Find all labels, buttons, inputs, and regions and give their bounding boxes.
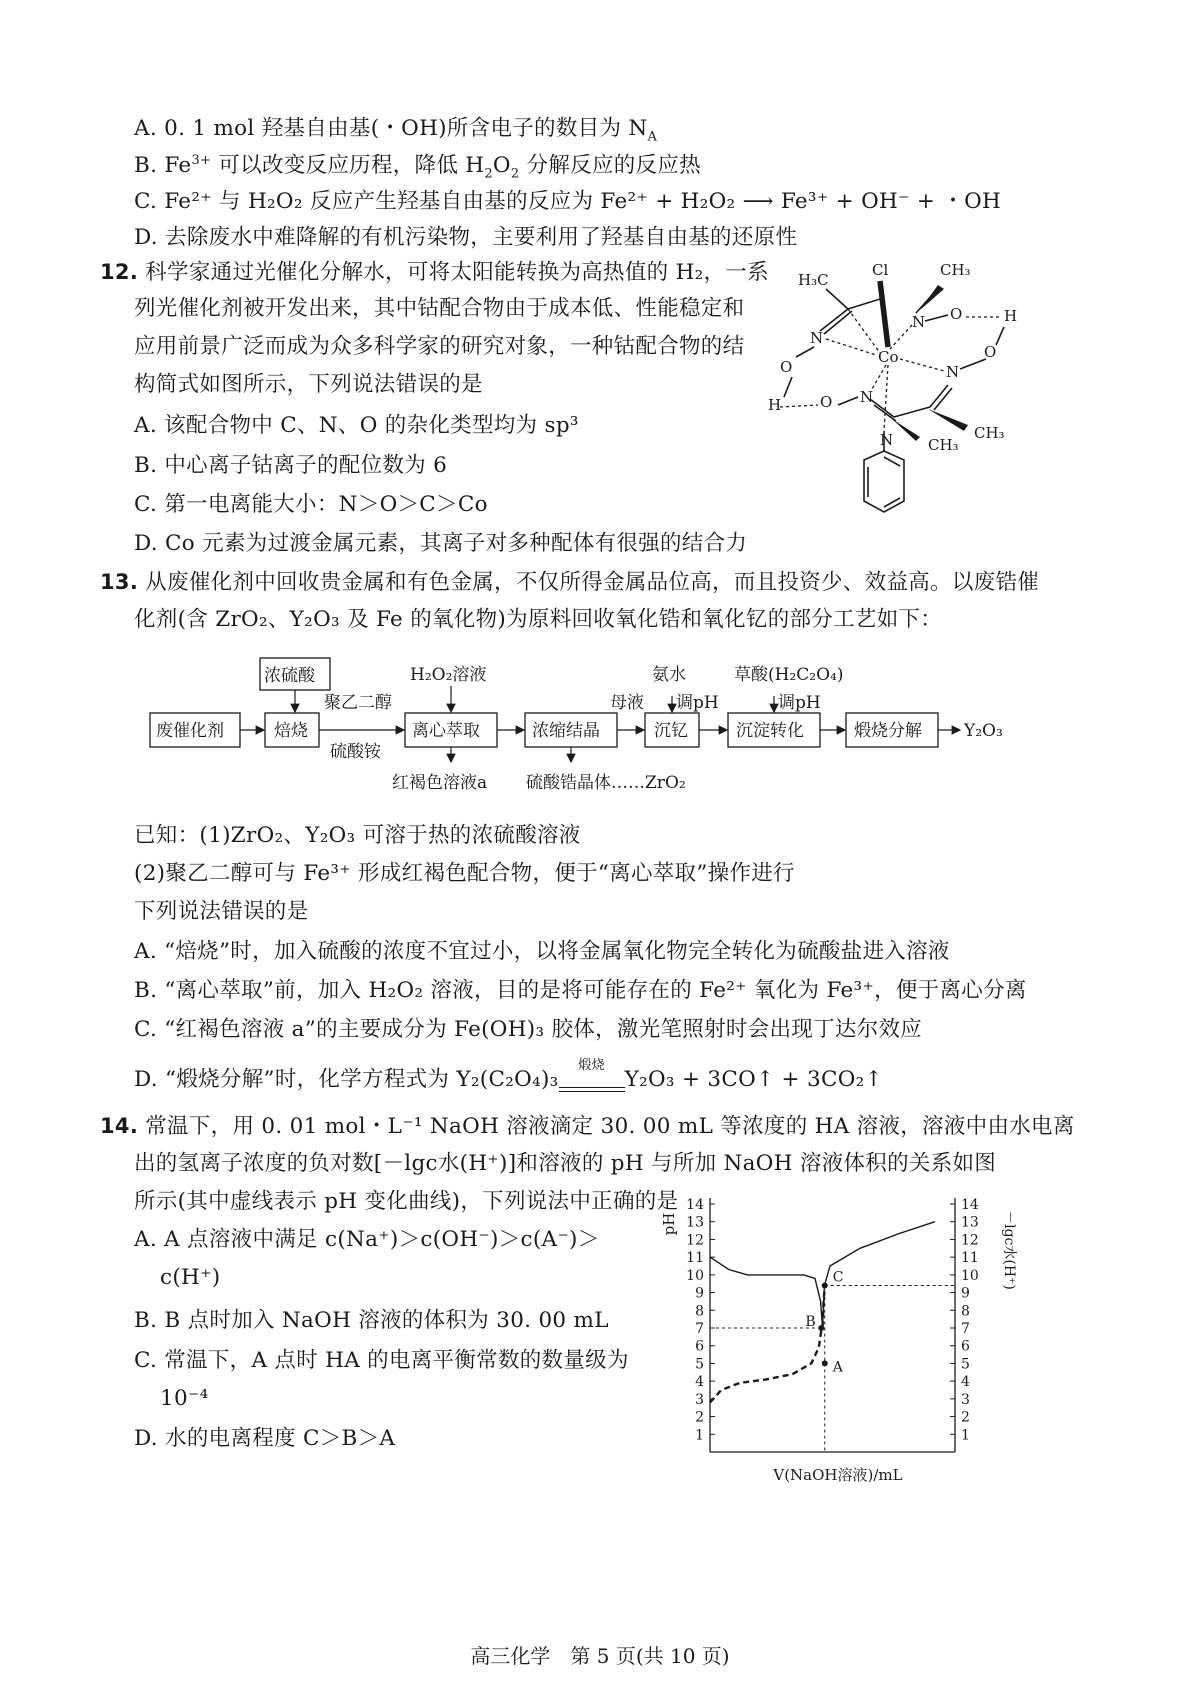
label-n4: N (860, 388, 874, 406)
flow-conc: 浓缩结晶 (532, 721, 600, 741)
label-o1: O (950, 305, 963, 323)
ylabel-left: pH (660, 1212, 678, 1236)
tick-label-right-14: 14 (961, 1197, 979, 1213)
flow-amm: 硫酸铵 (330, 742, 381, 762)
flow-h2o2: H₂O₂溶液 (410, 665, 487, 685)
q12-stem-line4: 构简式如图所示，下列说法错误的是 (134, 372, 483, 397)
flow-precip: 沉钇 (654, 721, 688, 741)
tick-label-right-4: 4 (961, 1374, 970, 1391)
tick-label-right-11: 11 (961, 1250, 979, 1267)
label-cl: Cl (872, 261, 889, 279)
label-n5: N (880, 431, 894, 449)
tick-label-left-11: 11 (686, 1250, 704, 1267)
flow-ammonia: 氨水 (652, 665, 686, 685)
flow-convert: 沉淀转化 (736, 721, 804, 741)
tick-label-right-1: 1 (961, 1427, 970, 1444)
q14-option-a-line2: c(H⁺) (160, 1265, 221, 1290)
q12-option-d: D. Co 元素为过渡金属元素，其离子对多种配体有很强的结合力 (134, 531, 748, 556)
flow-waste: 废催化剂 (156, 721, 224, 741)
label-h2: H (768, 396, 782, 414)
tick-label-left-13: 13 (686, 1214, 704, 1231)
label-co: Co (878, 348, 899, 366)
tick-label-left-7: 7 (695, 1321, 704, 1337)
q13-condition: 煅烧 (578, 1058, 605, 1073)
label-ch3-right: CH₃ (974, 424, 1005, 442)
tick-label-left-1: 1 (695, 1427, 704, 1444)
point-label-A: A (832, 1359, 843, 1376)
flow-acid: 浓硫酸 (264, 666, 315, 686)
q13-option-d: D. “煅烧分解”时，化学方程式为 Y₂(C₂O₄)₃ 煅烧 Y₂O₃ + 3CO↑ + 3CO₂↑ (134, 1058, 883, 1092)
tick-label-left-4: 4 (695, 1374, 704, 1391)
label-o2: O (984, 343, 997, 361)
tick-label-left-8: 8 (695, 1303, 704, 1320)
q14-option-a-line1: A. A 点溶液中满足 c(Na⁺)＞c(OH⁻)＞c(A⁻)＞ (134, 1227, 600, 1252)
point-label-C: C (832, 1269, 844, 1286)
tick-label-right-6: 6 (961, 1338, 970, 1355)
label-ch3-top: CH₃ (940, 261, 971, 279)
q12-stem-line2: 列光催化剂被开发出来，其中钴配合物由于成本低、性能稳定和 (134, 296, 745, 321)
flow-roast: 焙烧 (274, 721, 308, 741)
flow-peg: 聚乙二醇 (324, 693, 392, 713)
q12-stem-line1: 12. 科学家通过光催化分解水，可将太阳能转换为高热值的 H₂，一系 (100, 260, 769, 285)
q12-option-b: B. 中心离子钴离子的配位数为 6 (134, 453, 448, 478)
q14-option-c-line1: C. 常温下，A 点时 HA 的电离平衡常数的数量级为 (134, 1348, 629, 1373)
label-h3c: H₃C (798, 271, 829, 289)
label-o3: O (780, 358, 793, 376)
cobalt-complex-structure (760, 255, 1050, 535)
q11-option-a: A. 0. 1 mol 羟基自由基(・OH)所含电子的数目为 $N_A$ (134, 116, 658, 145)
flow-adjph1: 调pH (676, 693, 719, 713)
tick-label-right-2: 2 (961, 1409, 970, 1426)
q12-stem-line3: 应用前景广泛而成为众多科学家的研究对象，一种钴配合物的结 (134, 334, 745, 359)
tick-label-right-3: 3 (961, 1391, 970, 1408)
xlabel: V(NaOH溶液)/mL (773, 1466, 903, 1484)
q11-option-d: D. 去除废水中难降解的有机污染物，主要利用了羟基自由基的还原性 (134, 225, 798, 250)
tick-label-right-5: 5 (961, 1356, 970, 1373)
label-n2: N (912, 313, 926, 331)
flow-y2o3: Y₂O₃ (964, 721, 1003, 741)
q13-known-2: (2)聚乙二醇可与 Fe³⁺ 形成红褐色配合物，便于“离心萃取”操作进行 (134, 861, 795, 886)
flow-calcine: 煅烧分解 (854, 721, 922, 741)
tick-label-left-10: 10 (686, 1267, 704, 1284)
process-flow-diagram (140, 650, 1100, 805)
flow-zrcrys: 硫酸锆晶体……ZrO₂ (526, 773, 686, 793)
point-label-B: B (805, 1314, 816, 1330)
label-ch3-bottom: CH₃ (928, 436, 959, 454)
q14-option-c-line2: 10⁻⁴ (160, 1386, 209, 1411)
flow-oxalic: 草酸(H₂C₂O₄) (734, 665, 844, 685)
flow-mother: 母液 (610, 693, 644, 713)
flow-redsol: 红褐色溶液a (392, 773, 488, 793)
tick-label-left-2: 2 (695, 1409, 704, 1426)
q13-known-1: 已知：(1)ZrO₂、Y₂O₃ 可溶于热的浓硫酸溶液 (134, 823, 581, 848)
flow-adjph2: 调pH (778, 693, 821, 713)
point-B (818, 1325, 824, 1331)
q13-option-b: B. “离心萃取”前，加入 H₂O₂ 溶液，目的是将可能存在的 Fe²⁺ 氧化为 Fe³⁺，便于离心分离 (134, 978, 1027, 1003)
point-C (822, 1282, 828, 1288)
tick-label-right-8: 8 (961, 1303, 970, 1320)
label-h1: H (1004, 307, 1018, 325)
label-o4: O (820, 393, 833, 411)
q13-option-a: A. “焙烧”时，加入硫酸的浓度不宜过小，以将金属氧化物完全转化为硫酸盐进入溶液 (134, 939, 950, 964)
q14-option-b: B. B 点时加入 NaOH 溶液的体积为 30. 00 mL (134, 1308, 609, 1333)
tick-label-left-3: 3 (695, 1391, 704, 1408)
q13-ask: 下列说法错误的是 (134, 899, 309, 924)
series-ph (710, 1286, 825, 1403)
q12-option-c: C. 第一电离能大小：N＞O＞C＞Co (134, 492, 488, 517)
tick-label-right-13: 13 (961, 1214, 979, 1231)
tick-label-right-12: 12 (961, 1232, 979, 1249)
tick-label-right-9: 9 (961, 1285, 970, 1302)
tick-label-left-5: 5 (695, 1356, 704, 1373)
page-footer: 高三化学 第 5 页(共 10 页) (470, 1644, 730, 1668)
q14-option-d: D. 水的电离程度 C＞B＞A (134, 1426, 396, 1451)
q14-stem-line1: 14. 常温下，用 0. 01 mol・L⁻¹ NaOH 溶液滴定 30. 00 mL 等浓度的 HA 溶液，溶液中由水电离 (100, 1114, 1075, 1139)
tick-label-left-14: 14 (686, 1197, 704, 1213)
q13-option-c: C. “红褐色溶液 a”的主要成分为 Fe(OH)₃ 胶体，激光笔照射时会出现丁达尔效应 (134, 1017, 923, 1042)
q12-option-a: A. 该配合物中 C、N、O 的杂化类型均为 sp³ (134, 413, 579, 438)
q14-stem-line3: 所示(其中虚线表示 pH 变化曲线)，下列说法中正确的是 (134, 1189, 679, 1214)
q11-option-b: B. $Fe^{3+}$ 可以改变反应历程，降低 $H_2O_2$ 分解反应的反应热 (134, 152, 701, 182)
q13-stem-line2: 化剂(含 ZrO₂、Y₂O₃ 及 Fe 的氧化物)为原料回收氧化锆和氧化钇的部分工艺如下： (134, 607, 943, 632)
tick-label-left-12: 12 (686, 1232, 704, 1249)
q11-option-c: C. Fe²⁺ 与 H₂O₂ 反应产生羟基自由基的反应为 Fe²⁺ + H₂O₂ ⟶ Fe³⁺ + OH⁻ + ・OH (134, 189, 1002, 214)
q13-stem-line1: 13. 从废催化剂中回收贵金属和有色金属，不仅所得金属品位高，而且投资少、效益高。以废锆催 (100, 570, 1040, 595)
ylabel-right: －lgc水(H⁺) (1001, 1210, 1017, 1290)
tick-label-right-10: 10 (961, 1267, 979, 1284)
q14-stem-line2: 出的氢离子浓度的负对数[－lgc水(H⁺)]和溶液的 pH 与所加 NaOH 溶液体积的关系如图 (134, 1151, 997, 1176)
tick-label-right-7: 7 (961, 1321, 970, 1337)
label-n3: N (946, 363, 960, 381)
label-n1: N (810, 329, 824, 347)
tick-label-left-6: 6 (695, 1338, 704, 1355)
tick-label-left-9: 9 (695, 1285, 704, 1302)
point-A (822, 1360, 828, 1366)
titration-chart (660, 1190, 1020, 1490)
flow-extract: 离心萃取 (412, 721, 480, 741)
